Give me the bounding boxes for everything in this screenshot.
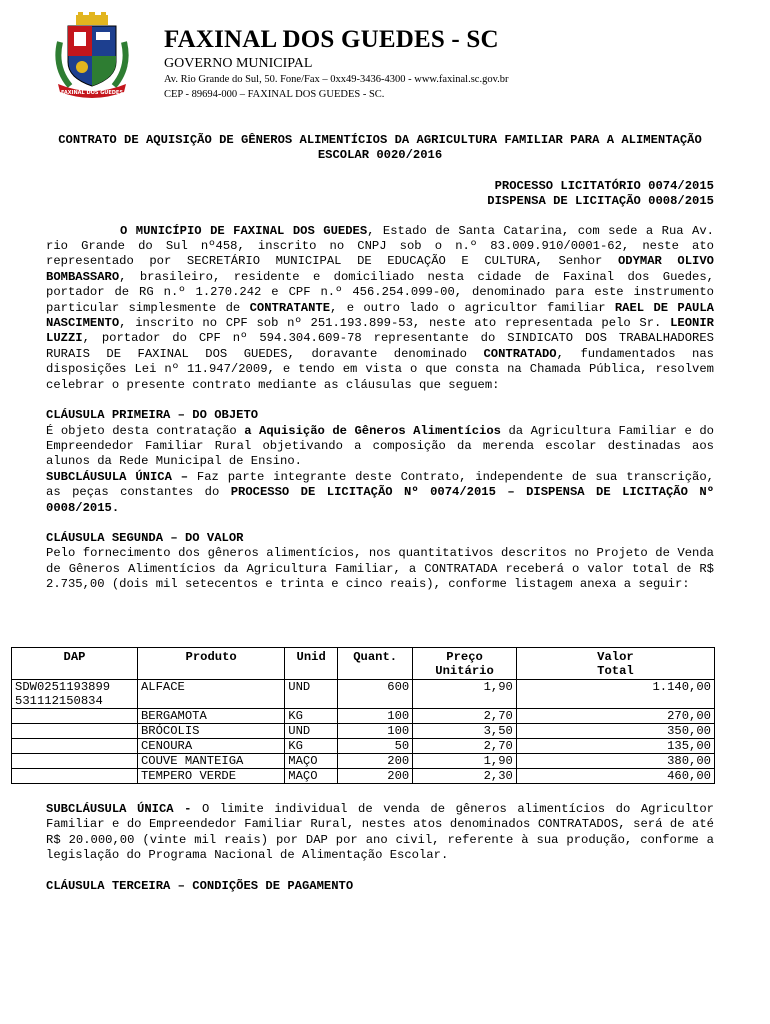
cell-unid: KG: [285, 709, 338, 724]
col-preco-line1: Preço: [446, 650, 483, 664]
process-references: [46, 179, 714, 210]
intro-text-5: , portador do CPF nº 594.304.609-78 representante do SINDICATO DOS TRABALHADORES RURAIS DE FAXINAL DOS GUEDES, doravante denominado: [46, 331, 714, 361]
address-line-2: CEP - 89694-000 – FAXINAL DOS GUEDES - SC.: [164, 89, 385, 100]
clause-1-text: [46, 424, 714, 470]
col-preco: [413, 648, 517, 680]
table-row: [12, 739, 715, 754]
clause-1-subclause: [46, 470, 714, 516]
letterhead: [52, 12, 732, 107]
table-row: [12, 769, 715, 784]
cell-unid: MAÇO: [285, 769, 338, 784]
cell-unid: UND: [285, 724, 338, 739]
cell-produto: BERGAMOTA: [137, 709, 284, 724]
municipal-coat-of-arms-icon: [52, 12, 132, 100]
col-valor-total: [516, 648, 714, 680]
contract-title: CONTRATO DE AQUISIÇÃO DE GÊNEROS ALIMENTÍCIOS DA AGRICULTURA FAMILIAR PARA A ALIMENTAÇÃO ESCOLAR 0020/2016: [58, 133, 702, 163]
col-produto: Produto: [137, 648, 284, 680]
secretary-name: ODYMAR OLIVO BOMBASSARO: [46, 254, 714, 284]
cell-total: 380,00: [516, 754, 714, 769]
cell-produto: COUVE MANTEIGA: [137, 754, 284, 769]
representative-name: LEONIR LUZZI: [46, 316, 714, 346]
cell-preco: 2,70: [413, 709, 517, 724]
clause-1-text-a: É objeto desta contratação: [46, 423, 245, 438]
contratante-label: CONTRATANTE: [249, 300, 331, 315]
intro-paragraph: [46, 224, 714, 393]
cell-preco: 1,90: [413, 680, 517, 709]
table-row: [12, 680, 715, 709]
col-preco-line2: Unitário: [435, 664, 494, 678]
intro-text-1: , Estado de Santa Catarina, com sede a Rua Av. rio Grande do Sul nº458, inscrito no CNPJ sob o n.º 83.009.910/0001-62, neste ato representado por SECRETÁRIO MUNICIPAL DE EDUCAÇÃO E CULTURA, Senhor: [46, 223, 714, 269]
clause-1-object: a Aquisição de Gêneros Alimentícios: [244, 423, 501, 438]
government-label: GOVERNO MUNICIPAL: [164, 56, 313, 71]
subclause-limit-text: O limite individual de venda de gêneros alimentícios do Agricultor Familiar e do Empreendedor Familiar Rural, nestes atos denominados CONTRATADOS, será de até R$ 20.000,00 (vinte mil reais) por DAP por ano civil, referente à sua produção, conforme a legislação do Programa Nacional de Alimentação Escolar.: [46, 802, 714, 863]
cell-quant: 50: [338, 739, 413, 754]
clause-2-heading: CLÁUSULA SEGUNDA – DO VALOR: [46, 530, 244, 545]
cell-preco: 3,50: [413, 724, 517, 739]
cell-quant: 100: [338, 709, 413, 724]
cell-dap: [12, 739, 138, 754]
cell-quant: 200: [338, 769, 413, 784]
cell-total: 350,00: [516, 724, 714, 739]
col-valor-line1: Valor: [597, 650, 634, 664]
post-table-body: [46, 802, 714, 894]
table-header-row: [12, 648, 715, 680]
subclause-text: Faz parte integrante deste Contrato, independente de sua transcrição, as peças constantes do: [46, 469, 714, 500]
col-unid: Unid: [285, 648, 338, 680]
table-row: [12, 709, 715, 724]
cell-total: 270,00: [516, 709, 714, 724]
municipio-name: O MUNICÍPIO DE FAXINAL DOS GUEDES: [120, 223, 368, 238]
cell-quant: 100: [338, 724, 413, 739]
dispensa-number: DISPENSA DE LICITAÇÃO 0008/2015: [487, 194, 714, 209]
cell-preco: 2,30: [413, 769, 517, 784]
subclause-limit: [46, 802, 714, 864]
cell-preco: 1,90: [413, 754, 517, 769]
clause-3-heading: CLÁUSULA TERCEIRA – CONDIÇÕES DE PAGAMENTO: [46, 878, 354, 893]
col-quant: Quant.: [338, 648, 413, 680]
contratado-label: CONTRATADO: [483, 346, 557, 361]
subclause-limit-label: SUBCLÁUSULA ÚNICA -: [46, 802, 192, 816]
table-row: [12, 724, 715, 739]
col-dap: DAP: [12, 648, 138, 680]
clause-2-text: Pelo fornecimento dos gêneros alimentícios, nos quantitativos descritos no Projeto de Venda de Gêneros Alimentícios da Agricultura Familiar, a CONTRATADA receberá o valor total de R$ 2.735,00 (dois mil setecentos e trinta e cinco reais), conforme listagem anexa a seguir:: [46, 546, 714, 592]
cell-quant: 200: [338, 754, 413, 769]
cell-total: 135,00: [516, 739, 714, 754]
cell-dap: [12, 754, 138, 769]
cell-produto: BRÓCOLIS: [137, 724, 284, 739]
subclause-process-ref: PROCESSO DE LICITAÇÃO Nº 0074/2015 – DISPENSA DE LICITAÇÃO Nº 0008/2015.: [46, 485, 715, 515]
cell-total: 460,00: [516, 769, 714, 784]
cell-quant: 600: [338, 680, 413, 709]
cell-total: 1.140,00: [516, 680, 714, 709]
cell-unid: KG: [285, 739, 338, 754]
cell-dap: [12, 709, 138, 724]
intro-text-3: , e outro lado o agricultor familiar: [330, 300, 615, 315]
address-line-1: Av. Rio Grande do Sul, 50. Fone/Fax – 0xx49-3436-4300 - www.faxinal.sc.gov.br: [164, 74, 509, 85]
cell-dap: [12, 724, 138, 739]
cell-produto: ALFACE: [137, 680, 284, 709]
process-number: PROCESSO LICITATÓRIO 0074/2015: [494, 178, 714, 193]
cell-produto: TEMPERO VERDE: [137, 769, 284, 784]
cell-preco: 2,70: [413, 739, 517, 754]
intro-text-2: , brasileiro, residente e domiciliado nesta cidade de Faxinal dos Guedes, portador de RG n.º 1.270.242 e CPF n.º 456.254.099-00, denominado para este instrumento particular simplesmente de: [46, 269, 714, 315]
town-name: FAXINAL DOS GUEDES - SC: [164, 26, 499, 53]
col-valor-line2: Total: [597, 664, 634, 678]
intro-text-4: , inscrito no CPF sob nº 251.193.899-53, neste ato representada pelo Sr.: [119, 316, 671, 331]
clause-1-text-b: da Agricultura Familiar e do Empreendedor Familiar Rural objetivando a composição da merenda escolar destinadas aos alunos da Rede Municipal de Ensino.: [46, 423, 714, 469]
subclause-label: SUBCLÁUSULA ÚNICA –: [46, 469, 189, 484]
clause-1-heading: CLÁUSULA PRIMEIRA – DO OBJETO: [46, 408, 259, 423]
table-row: [12, 754, 715, 769]
cell-unid: UND: [285, 680, 338, 709]
cell-produto: CENOURA: [137, 739, 284, 754]
farmer-name: RAEL DE PAULA NASCIMENTO: [46, 300, 714, 331]
cell-dap: [12, 769, 138, 784]
intro-text-6: , fundamentados nas disposições Lei nº 11.947/2009, e tendo em vista o que consta na Chamada Pública, resolvem celebrar o presente contrato mediante as cláusulas que seguem:: [46, 346, 714, 392]
contract-body: [46, 133, 714, 593]
cell-dap: SDW0251193899 531112150834: [12, 680, 138, 709]
cell-unid: MAÇO: [285, 754, 338, 769]
crest-motto: FAXINAL DOS GUEDES: [61, 90, 123, 96]
product-table: [11, 647, 715, 784]
